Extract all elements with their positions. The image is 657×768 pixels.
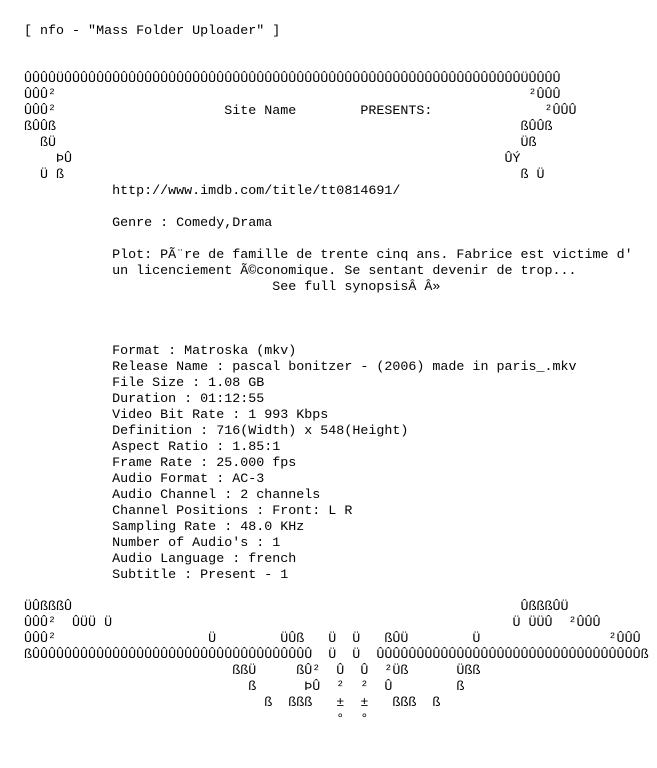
blank-line: [24, 296, 644, 312]
blank-line: [24, 56, 644, 72]
banner-art-line: ßÛÛß ßÛÛß: [24, 120, 553, 135]
media-info-text: Video Bit Rate : 1 993 Kbps: [112, 408, 329, 423]
banner-art-line: ÛÛÛÛÜÛÛÛÛÛÛÛÛÛÛÛÛÛÛÛÛÛÛÛÛÛÛÛÛÛÛÛÛÛÛÛÛÛÛÛÛÛÛÛÛÛÛÛÛÛÛÛÛÛÛÛÛÛÛÛÛÛÜÛÛÛÛ: [24, 72, 561, 87]
media-info-line: [24, 520, 644, 536]
media-info-text: Duration : 01:12:55: [112, 392, 265, 407]
blank-line: [24, 584, 644, 600]
media-info-line: [24, 424, 644, 440]
blank-line: [24, 40, 644, 56]
blank-line: [24, 312, 644, 328]
banner-art-line: ÞÛ ÛÝ: [24, 152, 521, 167]
media-info-text: Audio Channel : 2 channels: [112, 488, 321, 503]
banner-art-line: ßÜ Üß: [24, 136, 537, 151]
media-info-text: Format : Matroska (mkv): [112, 344, 297, 359]
plot-line: [24, 248, 644, 264]
media-info-line: [24, 536, 644, 552]
media-info-line: [24, 408, 644, 424]
banner-presents-line: ÛÛÛ² Site Name PRESENTS: ²ÛÛÛ: [24, 104, 577, 119]
footer-art-line: ÛÛÛ² Ü ÜÛß Ü Ü ßÛÜ Ü ²ÛÛÛ: [24, 632, 641, 647]
plot-line: [24, 264, 644, 280]
media-info-line: [24, 488, 644, 504]
footer-art-line: ß ßßß ± ± ßßß ß: [24, 696, 441, 711]
synopsis-line: [24, 280, 644, 296]
footer-art-line: ßÛÛÛÛÛÛÛÛÛÛÛÛÛÛÛÛÛÛÛÛÛÛÛÛÛÛÛÛÛÛÛÛÛÛÛ Ü Ü ÛÛÛÛÛÛÛÛÛÛÛÛÛÛÛÛÛÛÛÛÛÛÛÛÛÛÛÛÛÛÛÛÛß: [24, 648, 649, 663]
media-info-text: Aspect Ratio : 1.85:1: [112, 440, 281, 455]
imdb-url-line: [24, 184, 644, 200]
media-info-text: Sampling Rate : 48.0 KHz: [112, 520, 305, 535]
genre-text: Genre : Comedy,Drama: [112, 216, 273, 231]
plot-text: un licenciement Ã©conomique. Se sentant devenir de trop...: [112, 264, 577, 279]
media-info-text: Channel Positions : Front: L R: [112, 504, 353, 519]
footer-art-line: ÛÛÛ² ÛÜÜ Ü Ü ÜÜÛ ²ÛÛÛ: [24, 616, 601, 631]
blank-line: [24, 200, 644, 216]
media-info-text: Audio Language : french: [112, 552, 297, 567]
media-info-text: File Size : 1.08 GB: [112, 376, 265, 391]
genre-line: [24, 216, 644, 232]
footer-art-line: ß ÞÛ ² ² Û ß: [24, 680, 465, 695]
media-info-line: [24, 472, 644, 488]
synopsis-text: See full synopsisÂ Â»: [112, 280, 441, 295]
media-info-line: [24, 552, 644, 568]
footer-art-line: ° °: [24, 712, 369, 727]
blank-line: [24, 232, 644, 248]
media-info-line: [24, 376, 644, 392]
banner-art-line: ÛÛÛ² ²ÛÛÛ: [24, 88, 561, 103]
plot-text: Plot: PÃ¨re de famille de trente cinq ans. Fabrice est victime d': [112, 248, 633, 263]
nfo-title: [ nfo - "Mass Folder Uploader" ]: [24, 24, 281, 39]
media-info-text: Audio Format : AC-3: [112, 472, 265, 487]
media-info-text: Definition : 716(Width) x 548(Height): [112, 424, 409, 439]
media-info-line: [24, 568, 644, 584]
media-info-line: [24, 456, 644, 472]
media-info-line: [24, 504, 644, 520]
footer-art-line: ßßÜ ßÛ² Û Û ²Üß Üßß: [24, 664, 481, 679]
media-info-line: [24, 440, 644, 456]
media-info-text: Frame Rate : 25.000 fps: [112, 456, 297, 471]
nfo-document: [24, 24, 649, 728]
media-info-text: Number of Audio's : 1: [112, 536, 281, 551]
blank-line: [24, 328, 644, 344]
media-info-line: [24, 344, 644, 360]
footer-art-line: ÜÛßßßÛ ÛßßßÛÜ: [24, 600, 569, 615]
banner-art-line: Ü ß ß Ü: [24, 168, 545, 183]
media-info-line: [24, 360, 644, 376]
media-info-line: [24, 392, 644, 408]
imdb-url: http://www.imdb.com/title/tt0814691/: [112, 184, 401, 199]
media-info-text: Subtitle : Present - 1: [112, 568, 289, 583]
media-info-text: Release Name : pascal bonitzer - (2006) made in paris_.mkv: [112, 360, 577, 375]
